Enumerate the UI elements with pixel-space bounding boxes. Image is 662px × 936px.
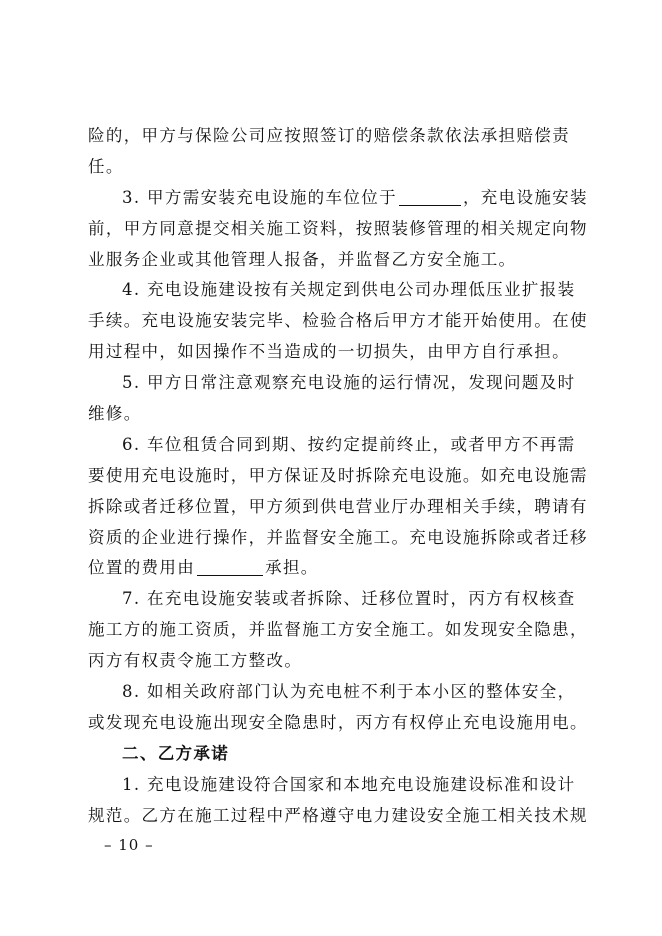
paragraph-line: 任。: [88, 156, 124, 176]
section-2-clause-1-line-2: 规范。乙方在施工过程中严格遵守电力建设安全施工相关技术规: [88, 805, 588, 825]
clause-4-line-3: 用过程中，如因操作不当造成的一切损失，由甲方自行承担。: [88, 342, 570, 362]
clause-3-line-1: [88, 183, 588, 214]
page-number: – 10 –: [104, 836, 154, 854]
section-2-clause-1-line-1: 1. 充电设施建设符合国家和本地充电设施建设标准和设计: [122, 774, 576, 794]
fill-in-blank-cost-bearer[interactable]: [197, 557, 263, 576]
clause-5-line-2: 维修。: [88, 404, 142, 424]
section-heading: 二、乙方承诺: [122, 743, 230, 763]
clause-6-line-2: 要使用充电设施时，甲方保证及时拆除充电设施。如充电设施需: [88, 465, 588, 485]
clause-4-line-2: 手续。充电设施安装完毕、检验合格后甲方才能开始使用。在使: [88, 311, 588, 331]
clause-8-line-1: 8. 如相关政府部门认为充电桩不利于本小区的整体安全，: [122, 682, 576, 702]
clause-7-line-3: 丙方有权责令施工方整改。: [88, 651, 303, 671]
clause-text: 3. 甲方需安装充电设施的车位位于: [122, 187, 397, 207]
clause-7-line-2: 施工方的施工资质，并监督施工方安全施工。如发现安全隐患，: [88, 620, 588, 640]
clause-3-line-3: 业服务企业或其他管理人报备，并监督乙方安全施工。: [88, 249, 517, 269]
clause-text: 承担。: [265, 558, 319, 578]
clause-6-line-4: 资质的企业进行操作，并监督安全施工。充电设施拆除或者迁移: [88, 527, 588, 547]
clause-4-line-1: 4. 充电设施建设按有关规定到供电公司办理低压业扩报装: [122, 280, 576, 300]
clause-6-line-5: [88, 553, 580, 584]
clause-6-line-1: 6. 车位租赁合同到期、按约定提前终止，或者甲方不再需: [122, 434, 576, 454]
clause-3-line-2: 前，甲方同意提交相关施工资料，按照装修管理的相关规定向物: [88, 218, 588, 238]
clause-text: 位置的费用由: [88, 558, 196, 578]
clause-7-line-1: 7. 在充电设施安装或者拆除、迁移位置时，丙方有权核查: [122, 589, 576, 609]
paragraph-line: 险的，甲方与保险公司应按照签订的赔偿条款依法承担赔偿责: [88, 126, 570, 145]
clause-6-line-3: 拆除或者迁移位置，甲方须到供电营业厅办理相关手续，聘请有: [88, 496, 588, 516]
clause-5-line-1: 5. 甲方日常注意观察充电设施的运行情况，发现问题及时: [122, 373, 576, 393]
fill-in-blank-parking-space[interactable]: [399, 187, 461, 206]
clause-text: ，充电设施安装: [462, 187, 588, 207]
clause-8-line-2: 或发现充电设施出现安全隐患时，丙方有权停止充电设施用电。: [88, 712, 588, 732]
document-page: [88, 121, 588, 831]
